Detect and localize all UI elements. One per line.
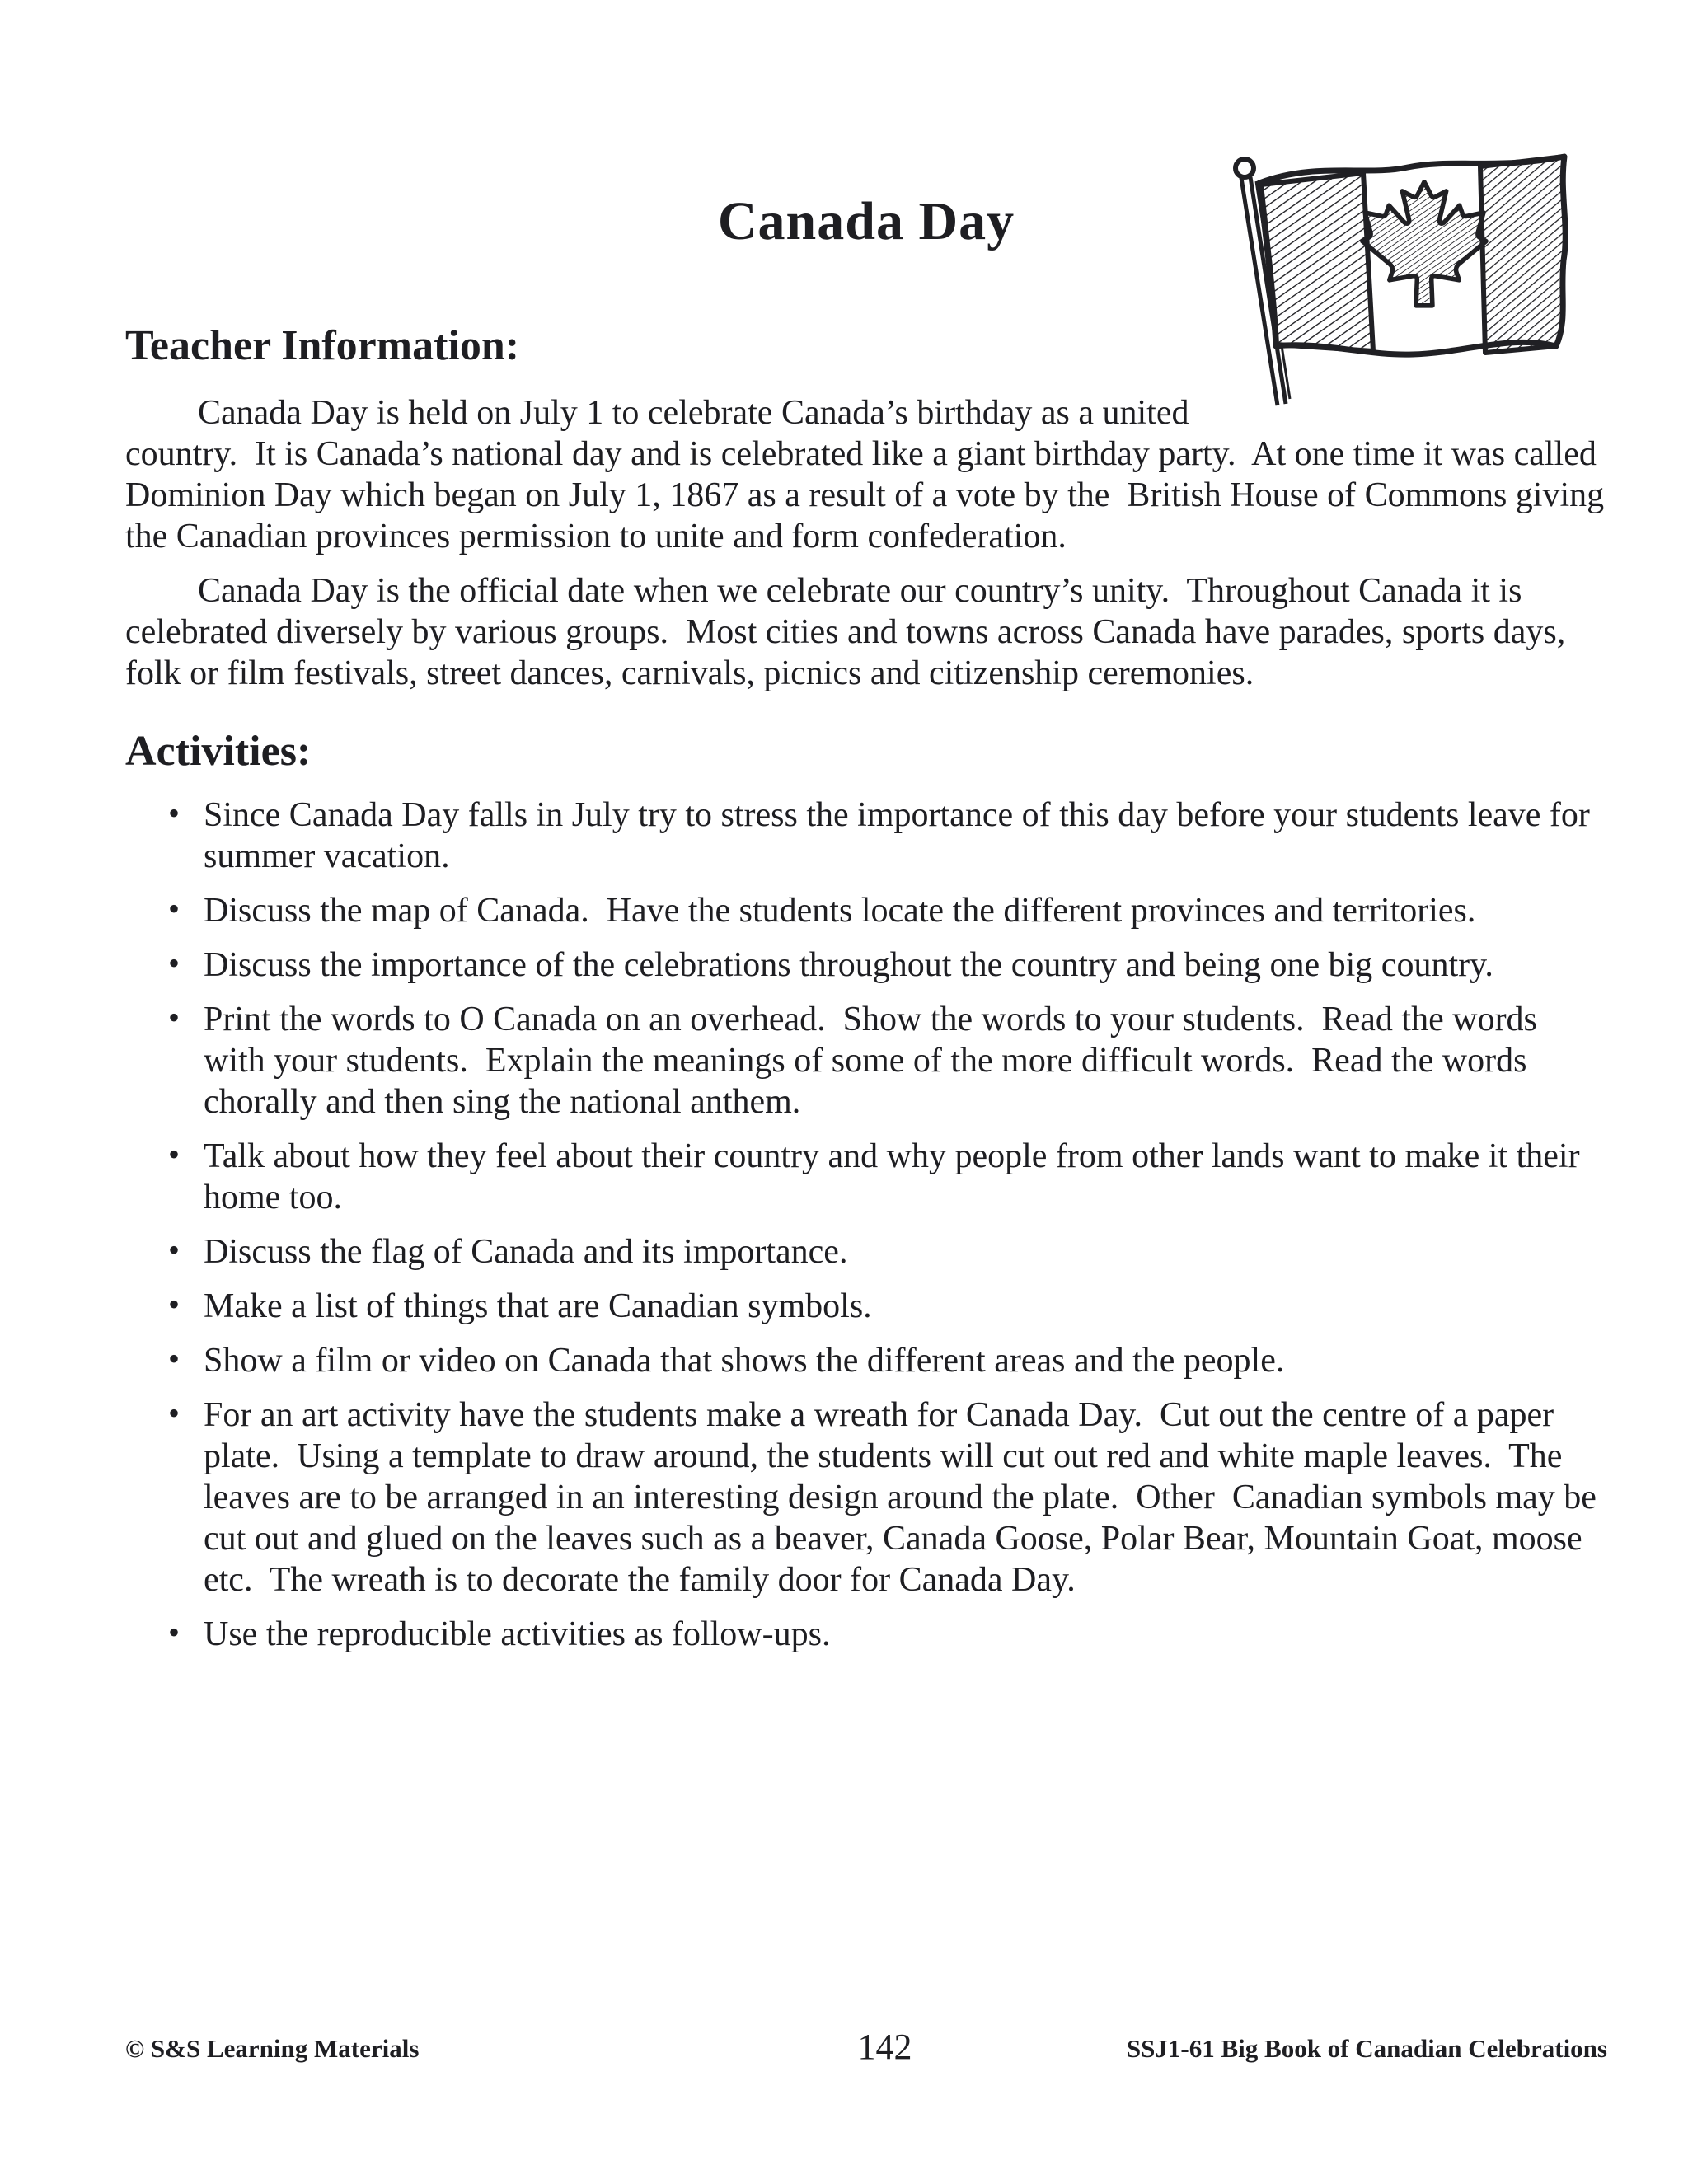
footer-page-number: 142 xyxy=(857,2027,912,2067)
list-item: • Talk about how they feel about their country and why people from other lands want to make it their home too. xyxy=(125,1136,1607,1218)
teacher-information-heading: Teacher Information: xyxy=(125,322,520,369)
list-item: • Discuss the map of Canada. Have the students locate the different provinces and territories. xyxy=(125,890,1607,931)
list-item: • For an art activity have the students make a wreath for Canada Day. Cut out the centre of a paper plate. Using a template to draw around, the students will cut out red and white maple leaves. The leaves are to be arranged in an interesting design around the plate. Other Canadian symbols may be cut out and glued on the leaves such as a beaver, Canada Goose, Polar Bear, Mountain Goat, moose etc. The wreath is to decorate the family door for Canada Day. xyxy=(125,1394,1607,1601)
list-item: • Print the words to O Canada on an overhead. Show the words to your students. Read the words with your students. Explain the meanings of some of the more difficult words. Read the words chorally and then sing the national anthem. xyxy=(125,999,1607,1122)
list-item: • Since Canada Day falls in July try to stress the importance of this day before your students leave for summer vacation. xyxy=(125,794,1607,877)
flag-text-wrap-spacer xyxy=(1253,368,1607,414)
page-title: Canada Day xyxy=(717,191,1015,251)
list-item: • Show a film or video on Canada that shows the different areas and the people. xyxy=(125,1340,1607,1381)
page-footer xyxy=(125,2026,1607,2075)
footer-copyright: © S&S Learning Materials xyxy=(125,2034,420,2063)
list-item: • Use the reproducible activities as follow-ups. xyxy=(125,1614,1607,1655)
list-item: • Make a list of things that are Canadian symbols. xyxy=(125,1286,1607,1327)
teacher-info-paragraph-1: Canada Day is held on July 1 to celebrate Canada’s birthday as a united country. It is Canada’s national day and is celebrated like a giant birthday party. At one time it was called Dominion Day which began on July 1, 1867 as a result of a vote by the British House of Commons giving the Canadian provinces permission to unite and form confederation. xyxy=(125,394,1613,555)
list-item: • Discuss the importance of the celebrations throughout the country and being one big country. xyxy=(125,944,1607,986)
list-item: • Discuss the flag of Canada and its importance. xyxy=(125,1231,1607,1272)
teacher-info-paragraph-2: Canada Day is the official date when we celebrate our country’s unity. Throughout Canada it is celebrated diversely by various groups. Most cities and towns across Canada have parades, sports days, folk or film festivals, street dances, carnivals, picnics and citizenship ceremonies. xyxy=(125,572,1574,692)
activities-heading: Activities: xyxy=(125,728,312,775)
activities-list xyxy=(125,794,1607,1655)
footer-book-code: SSJ1-61 Big Book of Canadian Celebrations xyxy=(1126,2034,1607,2063)
